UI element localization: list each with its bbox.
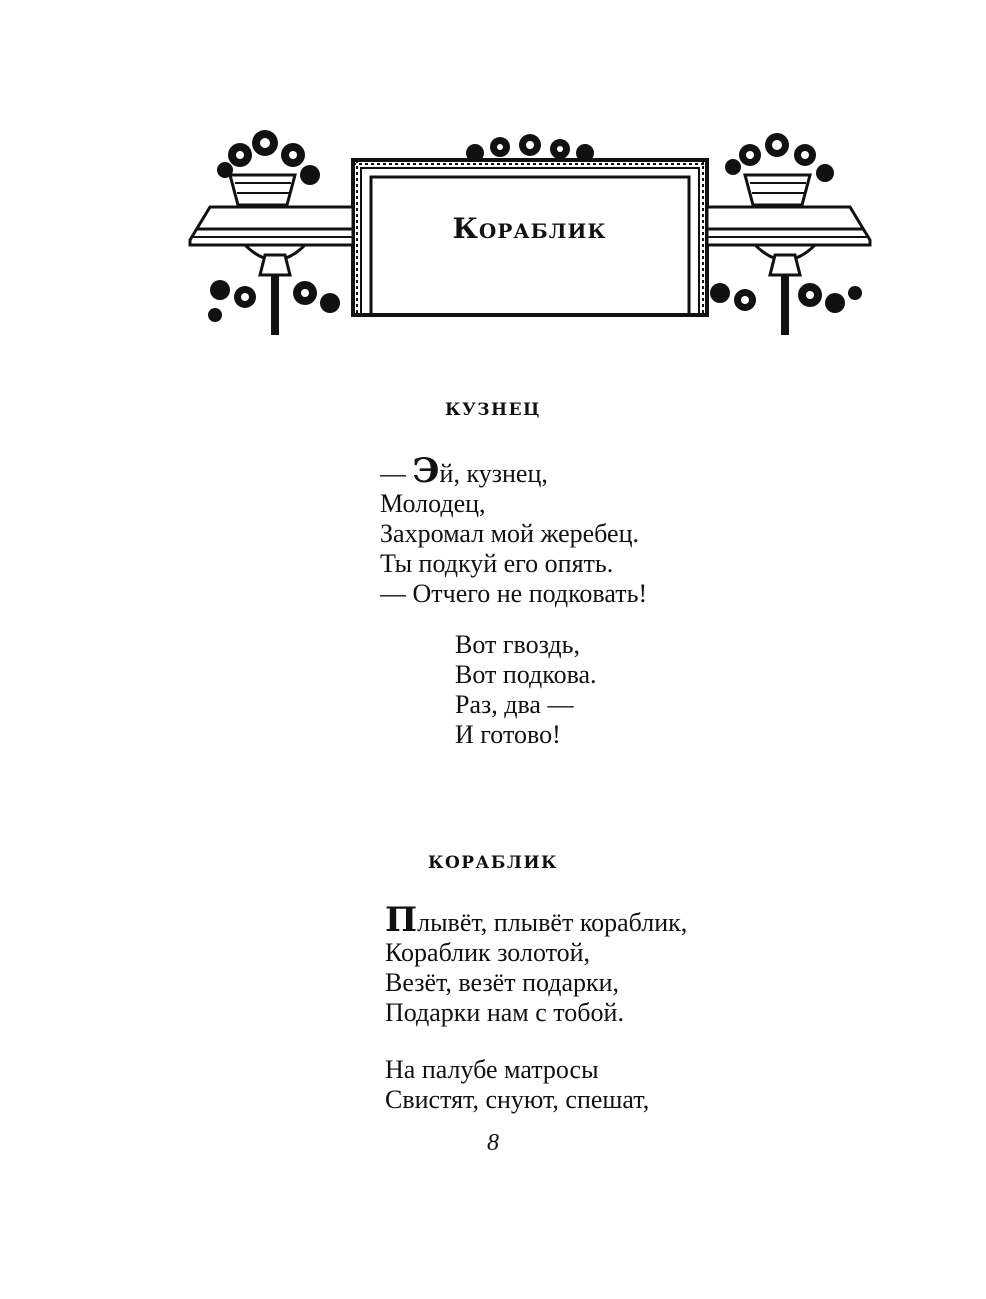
poem-line: Ты подкуй его опять.	[380, 549, 614, 578]
page-number: 8	[487, 1130, 499, 1156]
poem-line: Подарки нам с тобой.	[385, 998, 624, 1027]
line-text: лывёт, плывёт кораблик,	[417, 908, 688, 937]
line-text: й, кузнец,	[439, 459, 548, 488]
poem-line: И готово!	[455, 720, 561, 749]
poem-line	[385, 900, 688, 940]
poem-line: Вот гвоздь,	[455, 630, 581, 659]
poem-line: Свистят, снуют, спешат,	[385, 1085, 650, 1114]
poem-line: Захромал мой жеребец.	[380, 519, 639, 548]
poem-line: Раз, два —	[455, 690, 574, 719]
poem-line: Везёт, везёт подарки,	[385, 968, 620, 997]
poem-line: Молодец,	[380, 489, 486, 518]
stanza	[380, 451, 648, 609]
drop-cap: Э	[412, 451, 440, 491]
drop-cap: П	[385, 900, 418, 940]
stanza	[455, 630, 597, 750]
stanza	[385, 1055, 649, 1115]
line-lead: —	[380, 459, 413, 488]
poem-title-kuznets: КУЗНЕЦ	[445, 400, 541, 420]
poem-title-korablik: КОРАБЛИК	[428, 853, 558, 873]
poem-line	[380, 451, 647, 491]
poem-line: На палубе матросы	[385, 1055, 599, 1084]
poem-line: — Отчего не подковать!	[380, 579, 648, 608]
poem-line: Вот подкова.	[455, 660, 597, 689]
chapter-title: Кораблик	[452, 212, 607, 245]
stanza	[385, 900, 688, 1028]
poem-line: Кораблик золотой,	[385, 938, 591, 967]
